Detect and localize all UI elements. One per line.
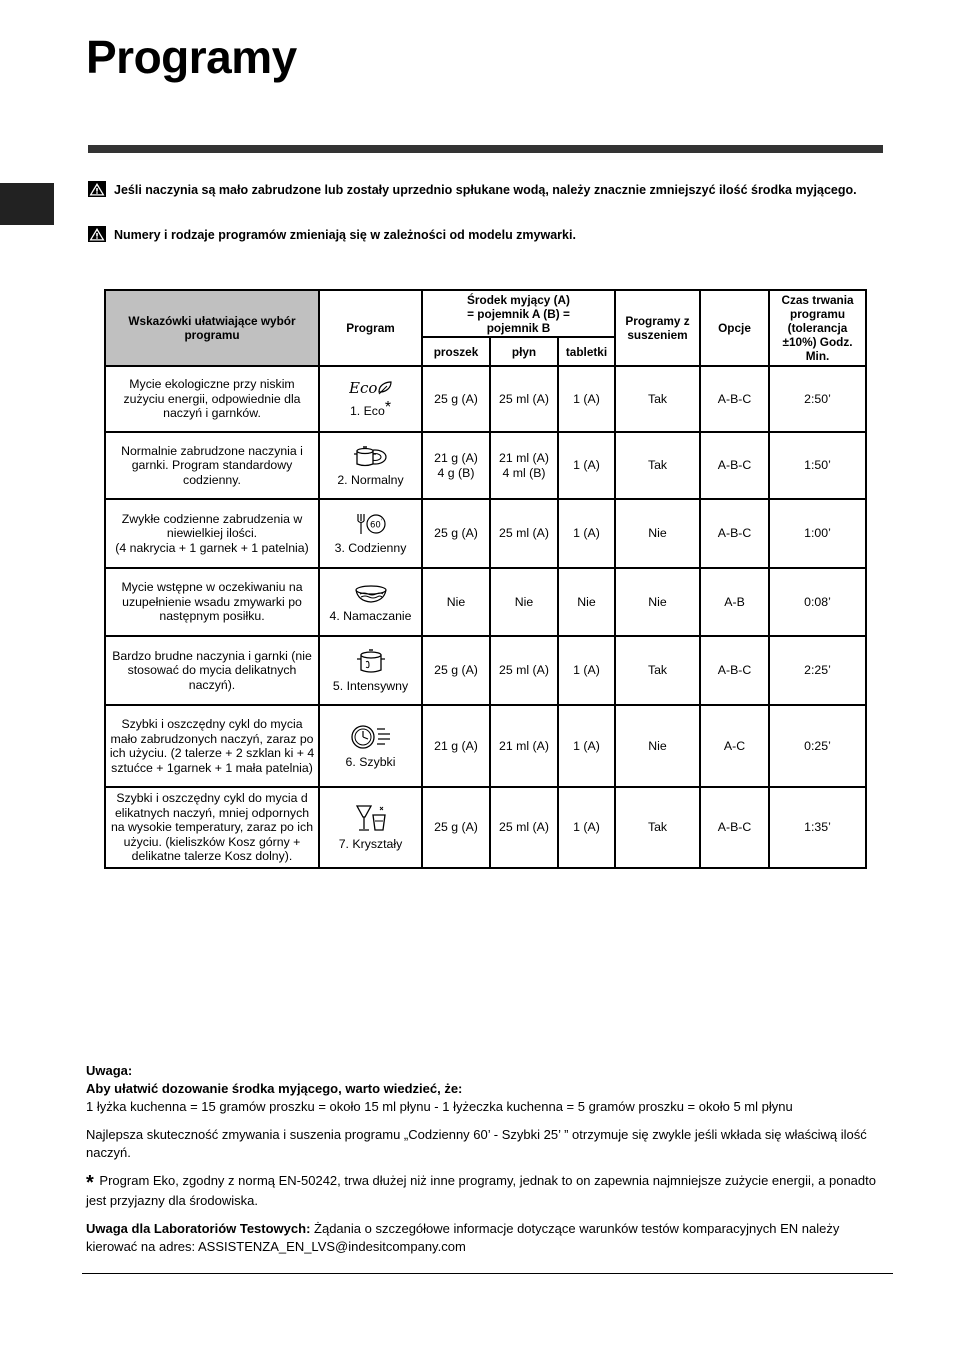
eco-icon bbox=[349, 379, 393, 397]
row-tablets: 1 (A) bbox=[558, 787, 615, 868]
row-drying: Nie bbox=[615, 568, 700, 636]
row-liquid: 25 ml (A) bbox=[490, 636, 558, 705]
table-row bbox=[105, 366, 866, 432]
warning-2-text: Numery i rodzaje programów zmieniają się w zależności od modelu zmywarki. bbox=[114, 228, 576, 242]
row-drying: Tak bbox=[615, 432, 700, 499]
intensive-pot-icon bbox=[356, 647, 386, 675]
table-row bbox=[105, 705, 866, 787]
table-row bbox=[105, 636, 866, 705]
glass-icon bbox=[354, 803, 388, 833]
row-duration: 2:50’ bbox=[769, 366, 866, 432]
notes-heading: Uwaga: bbox=[86, 1063, 133, 1078]
row-powder: 21 g (A) bbox=[422, 705, 490, 787]
pot-icon bbox=[353, 443, 389, 469]
row-options: A-B-C bbox=[700, 366, 769, 432]
row-powder: 21 g (A) 4 g (B) bbox=[422, 432, 490, 499]
row-program bbox=[319, 366, 422, 432]
row-drying: Tak bbox=[615, 636, 700, 705]
row-options: A-B-C bbox=[700, 787, 769, 868]
warning-1 bbox=[88, 181, 882, 200]
warning-1-text: Jeśli naczynia są mało zabrudzone lub zostały uprzednio spłukane wodą, należy znacznie zmniejszyć ilość środka myjącego. bbox=[114, 183, 857, 197]
row-liquid: 25 ml (A) bbox=[490, 366, 558, 432]
warning-icon bbox=[88, 226, 106, 242]
row-program bbox=[319, 568, 422, 636]
row-liquid: Nie bbox=[490, 568, 558, 636]
row-liquid: 25 ml (A) bbox=[490, 787, 558, 868]
row-options: A-C bbox=[700, 705, 769, 787]
row-powder: 25 g (A) bbox=[422, 636, 490, 705]
clock-fast-icon bbox=[349, 723, 393, 751]
row-liquid: 21 ml (A) 4 ml (B) bbox=[490, 432, 558, 499]
table-row bbox=[105, 499, 866, 568]
row-tablets: 1 (A) bbox=[558, 499, 615, 568]
row-options: A-B bbox=[700, 568, 769, 636]
row-powder: 25 g (A) bbox=[422, 499, 490, 568]
row-drying: Tak bbox=[615, 366, 700, 432]
header-duration-text: Czas trwania programu (tolerancja ±10%) Godz. Min. bbox=[781, 293, 854, 363]
row-hint: Bardzo brudne naczynia i garnki (nie stosować do mycia delikatnych naczyń). bbox=[105, 636, 319, 705]
program-name: 3. Codzienny bbox=[334, 541, 407, 556]
row-tablets: 1 (A) bbox=[558, 432, 615, 499]
header-detergent bbox=[422, 290, 615, 337]
bottom-rule bbox=[82, 1273, 893, 1274]
row-hint: Zwykłe codzienne zabrudzenia w niewielkiej ilości. (4 nakrycia + 1 garnek + 1 patelnia) bbox=[105, 499, 319, 568]
row-program bbox=[319, 499, 422, 568]
header-powder: proszek bbox=[422, 337, 490, 366]
header-options: Opcje bbox=[700, 290, 769, 366]
row-liquid: 21 ml (A) bbox=[490, 705, 558, 787]
program-name: 2. Normalny bbox=[337, 473, 404, 488]
row-options: A-B-C bbox=[700, 432, 769, 499]
svg-text:Eco: Eco bbox=[348, 379, 377, 398]
plate-60-icon bbox=[354, 511, 388, 537]
row-tablets: Nie bbox=[558, 568, 615, 636]
svg-text:': ' bbox=[380, 518, 383, 526]
program-asterisk: * bbox=[384, 399, 392, 417]
row-duration: 1:00’ bbox=[769, 499, 866, 568]
notes-lab-text: Żądania o szczegółowe informacje dotyczące warunków testów komparacyjnych EN należy kierować na adres: ASSISTENZA_EN_LVS@indesitcompany.com bbox=[86, 1221, 840, 1254]
header-program: Program bbox=[319, 290, 422, 366]
header-detergent-text: Środek myjący (A) = pojemnik A (B) = pojemnik B bbox=[467, 292, 570, 335]
row-duration: 2:25’ bbox=[769, 636, 866, 705]
program-name: 6. Szybki bbox=[345, 754, 396, 769]
programs-table bbox=[104, 289, 867, 869]
row-hint: Mycie wstępne w oczekiwaniu na uzupełnienie wsadu zmywarki po następnym posiłku. bbox=[105, 568, 319, 636]
notes-measure: 1 łyżka kuchenna = 15 gramów proszku = około 15 ml płynu - 1 łyżeczka kuchenna = 5 gramów proszku = około 5 ml płynu bbox=[86, 1099, 793, 1114]
notes-eco bbox=[86, 1172, 886, 1210]
notes-efficiency: Najlepsza skuteczność zmywania i suszenia programu „Codzienny 60’ - Szybki 25’ ” otrzymuje się zwykle jeśli wkłada się właściwą ilość naczyń. bbox=[86, 1127, 867, 1160]
table-row bbox=[105, 787, 866, 868]
row-duration: 0:08’ bbox=[769, 568, 866, 636]
row-program bbox=[319, 705, 422, 787]
notes-subheading: Aby ułatwić dozowanie środka myjącego, warto wiedzieć, że: bbox=[86, 1081, 463, 1096]
row-drying: Nie bbox=[615, 499, 700, 568]
program-name: 1. Eco bbox=[349, 404, 385, 419]
row-program bbox=[319, 787, 422, 868]
row-duration: 0:25’ bbox=[769, 705, 866, 787]
notes-lab-label: Uwaga dla Laboratoriów Testowych: bbox=[86, 1221, 311, 1236]
svg-text:60: 60 bbox=[369, 520, 381, 531]
table-row bbox=[105, 432, 866, 499]
row-hint: Mycie ekologiczne przy niskim zużyciu energii, odpowiednie dla naczyń i garnków. bbox=[105, 366, 319, 432]
notes-section bbox=[86, 1062, 886, 1256]
title-rule bbox=[88, 145, 883, 153]
program-name: 7. Kryształy bbox=[338, 837, 403, 852]
row-hint: Normalnie zabrudzone naczynia i garnki. Program standardowy codzienny. bbox=[105, 432, 319, 499]
row-options: A-B-C bbox=[700, 499, 769, 568]
row-tablets: 1 (A) bbox=[558, 705, 615, 787]
row-options: A-B-C bbox=[700, 636, 769, 705]
row-duration: 1:35’ bbox=[769, 787, 866, 868]
row-powder: Nie bbox=[422, 568, 490, 636]
page-title: Programy bbox=[86, 31, 297, 83]
row-tablets: 1 (A) bbox=[558, 636, 615, 705]
warning-2 bbox=[88, 226, 882, 245]
row-powder: 25 g (A) bbox=[422, 787, 490, 868]
soak-bowl-icon bbox=[352, 581, 390, 605]
header-hints: Wskazówki ułatwiające wybór programu bbox=[105, 290, 319, 366]
row-program bbox=[319, 432, 422, 499]
warning-icon bbox=[88, 181, 106, 197]
table-row bbox=[105, 568, 866, 636]
notes-lab bbox=[86, 1220, 886, 1256]
row-program bbox=[319, 636, 422, 705]
row-drying: Tak bbox=[615, 787, 700, 868]
header-liquid: płyn bbox=[490, 337, 558, 366]
program-name: 5. Intensywny bbox=[332, 679, 409, 694]
eco-asterisk: * bbox=[86, 1172, 94, 1194]
row-liquid: 25 ml (A) bbox=[490, 499, 558, 568]
row-duration: 1:50’ bbox=[769, 432, 866, 499]
row-tablets: 1 (A) bbox=[558, 366, 615, 432]
row-hint: Szybki i oszczędny cykl do mycia mało zabrudzonych naczyń, zaraz po ich użyciu. (2 talerze + 2 szklan ki + 4 sztućce + 1garnek + 1 mała patelnia) bbox=[105, 705, 319, 787]
row-powder: 25 g (A) bbox=[422, 366, 490, 432]
row-hint: Szybki i oszczędny cykl do mycia d elikatnych naczyń, mniej odpornych na wysokie temperatury, zaraz po ich użyciu. (kieliszków Kosz górny + delikatne talerze Kosz dolny). bbox=[105, 787, 319, 868]
header-tablets: tabletki bbox=[558, 337, 615, 366]
notes-eco-text: Program Eko, zgodny z normą EN-50242, trwa dłużej niż inne programy, jednak to on zapewnia najmniejsze zużycie energii, a ponadto jest przyjazny dla środowiska. bbox=[86, 1173, 876, 1208]
header-duration bbox=[769, 290, 866, 366]
row-drying: Nie bbox=[615, 705, 700, 787]
header-drying: Programy z suszeniem bbox=[615, 290, 700, 366]
program-name: 4. Namaczanie bbox=[329, 608, 412, 623]
side-tab bbox=[0, 183, 54, 225]
